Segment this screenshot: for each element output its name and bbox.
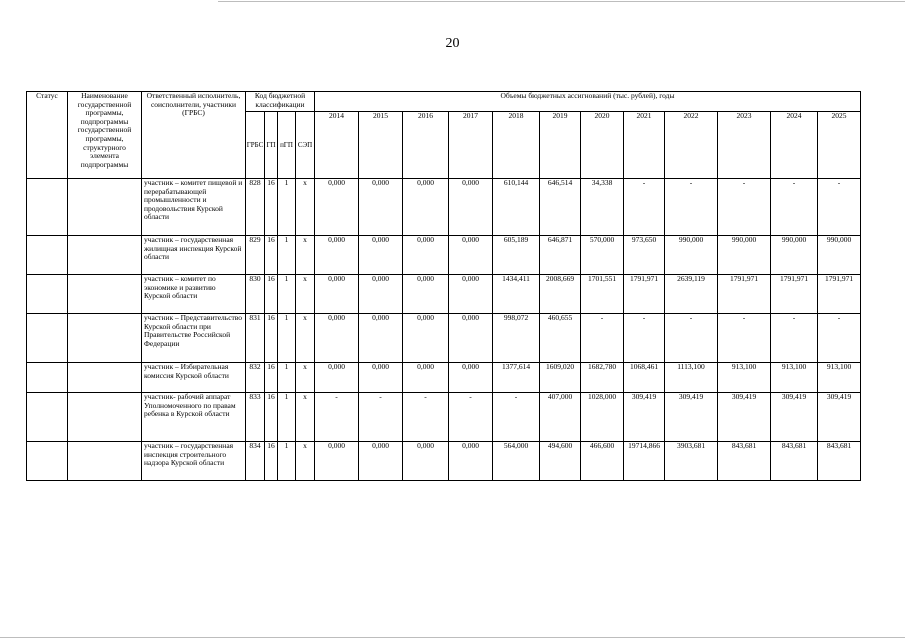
value-cell: 19714,866 <box>624 442 665 481</box>
participant-cell: участник- рабочий аппарат Уполномоченного по правам ребенка в Курской области <box>142 393 246 442</box>
header-year: 2020 <box>581 112 624 179</box>
status-cell <box>27 442 68 481</box>
status-cell <box>27 314 68 363</box>
header-code-pgp: пГП <box>278 112 296 179</box>
value-cell: - <box>624 179 665 236</box>
value-cell: 1682,780 <box>581 363 624 393</box>
code-grbs-cell: 832 <box>246 363 265 393</box>
value-cell: 0,000 <box>359 363 403 393</box>
status-cell <box>27 179 68 236</box>
value-cell: 0,000 <box>403 314 449 363</box>
table-row <box>27 275 861 314</box>
value-cell: - <box>449 393 493 442</box>
header-code-sep: СЭП <box>296 112 315 179</box>
value-cell: 466,600 <box>581 442 624 481</box>
value-cell: 0,000 <box>449 236 493 275</box>
value-cell: 843,681 <box>771 442 818 481</box>
value-cell: 843,681 <box>718 442 771 481</box>
value-cell: 1609,020 <box>540 363 581 393</box>
code-gp-cell: 16 <box>265 179 278 236</box>
code-sep-cell: х <box>296 275 315 314</box>
value-cell: 0,000 <box>315 363 359 393</box>
program-name-cell <box>68 275 142 314</box>
value-cell: 0,000 <box>449 442 493 481</box>
code-sep-cell: х <box>296 442 315 481</box>
header-year: 2018 <box>493 112 540 179</box>
participant-cell: участник – государственная инспекция строительного надзора Курской области <box>142 442 246 481</box>
value-cell: - <box>718 314 771 363</box>
value-cell: 610,144 <box>493 179 540 236</box>
value-cell: 3903,681 <box>665 442 718 481</box>
value-cell: 0,000 <box>403 236 449 275</box>
value-cell: 990,000 <box>718 236 771 275</box>
header-program-name: Наименование государственной программы, подпрограммы государственной программы, структурного элемента подпрограммы <box>68 92 142 179</box>
table-row <box>27 442 861 481</box>
status-cell <box>27 275 68 314</box>
value-cell: 0,000 <box>403 363 449 393</box>
value-cell: 1434,411 <box>493 275 540 314</box>
participant-cell: участник – Представительство Курской области при Правительстве Российской Федерации <box>142 314 246 363</box>
participant-cell: участник – комитет по экономике и развитию Курской области <box>142 275 246 314</box>
code-sep-cell: х <box>296 236 315 275</box>
code-pgp-cell: 1 <box>278 314 296 363</box>
value-cell: 2639,119 <box>665 275 718 314</box>
code-gp-cell: 16 <box>265 363 278 393</box>
top-border-line <box>218 1 905 2</box>
value-cell: 0,000 <box>315 275 359 314</box>
value-cell: - <box>624 314 665 363</box>
value-cell: 990,000 <box>665 236 718 275</box>
participant-cell: участник – комитет пищевой и перерабатывающей промышленности и продовольствия Курской области <box>142 179 246 236</box>
value-cell: 0,000 <box>315 442 359 481</box>
value-cell: 1377,614 <box>493 363 540 393</box>
table-row <box>27 363 861 393</box>
header-responsible: Ответственный исполнитель, соисполнители, участники (ГРБС) <box>142 92 246 179</box>
status-cell <box>27 236 68 275</box>
value-cell: 309,419 <box>771 393 818 442</box>
value-cell: 990,000 <box>818 236 861 275</box>
value-cell: - <box>771 314 818 363</box>
value-cell: 0,000 <box>403 179 449 236</box>
value-cell: - <box>818 314 861 363</box>
value-cell: 0,000 <box>359 275 403 314</box>
code-gp-cell: 16 <box>265 314 278 363</box>
header-year: 2017 <box>449 112 493 179</box>
code-pgp-cell: 1 <box>278 236 296 275</box>
bottom-border-line <box>0 637 905 638</box>
header-year: 2014 <box>315 112 359 179</box>
participant-cell: участник – Избирательная комиссия Курской области <box>142 363 246 393</box>
value-cell: 843,681 <box>818 442 861 481</box>
page-number: 20 <box>445 36 460 51</box>
program-name-cell <box>68 179 142 236</box>
code-sep-cell: х <box>296 393 315 442</box>
code-gp-cell: 16 <box>265 236 278 275</box>
header-year: 2022 <box>665 112 718 179</box>
value-cell: 998,072 <box>493 314 540 363</box>
value-cell: 0,000 <box>315 314 359 363</box>
value-cell: 564,000 <box>493 442 540 481</box>
value-cell: - <box>718 179 771 236</box>
value-cell: 0,000 <box>359 236 403 275</box>
code-pgp-cell: 1 <box>278 275 296 314</box>
value-cell: 0,000 <box>315 236 359 275</box>
table-row <box>27 393 861 442</box>
value-cell: 460,655 <box>540 314 581 363</box>
budget-table <box>26 91 861 481</box>
code-grbs-cell: 833 <box>246 393 265 442</box>
value-cell: 2008,669 <box>540 275 581 314</box>
value-cell: 1701,551 <box>581 275 624 314</box>
code-sep-cell: х <box>296 363 315 393</box>
value-cell: - <box>581 314 624 363</box>
value-cell: 913,100 <box>718 363 771 393</box>
value-cell: 990,000 <box>771 236 818 275</box>
value-cell: 0,000 <box>449 363 493 393</box>
table-row <box>27 179 861 236</box>
value-cell: 309,419 <box>718 393 771 442</box>
value-cell: 1791,971 <box>771 275 818 314</box>
program-name-cell <box>68 393 142 442</box>
value-cell: 570,000 <box>581 236 624 275</box>
code-grbs-cell: 834 <box>246 442 265 481</box>
value-cell: 973,650 <box>624 236 665 275</box>
value-cell: 913,100 <box>818 363 861 393</box>
value-cell: 309,419 <box>665 393 718 442</box>
value-cell: 1113,100 <box>665 363 718 393</box>
code-gp-cell: 16 <box>265 275 278 314</box>
code-pgp-cell: 1 <box>278 363 296 393</box>
value-cell: 0,000 <box>449 314 493 363</box>
value-cell: 0,000 <box>359 179 403 236</box>
header-code-gp: ГП <box>265 112 278 179</box>
value-cell: 34,338 <box>581 179 624 236</box>
code-grbs-cell: 831 <box>246 314 265 363</box>
value-cell: - <box>359 393 403 442</box>
value-cell: 407,000 <box>540 393 581 442</box>
value-cell: 1028,000 <box>581 393 624 442</box>
value-cell: 0,000 <box>403 275 449 314</box>
code-grbs-cell: 828 <box>246 179 265 236</box>
header-status: Статус <box>27 92 68 179</box>
program-name-cell <box>68 363 142 393</box>
value-cell: - <box>818 179 861 236</box>
header-year: 2019 <box>540 112 581 179</box>
program-name-cell <box>68 314 142 363</box>
header-year: 2023 <box>718 112 771 179</box>
header-year: 2024 <box>771 112 818 179</box>
header-year: 2015 <box>359 112 403 179</box>
value-cell: 1791,971 <box>818 275 861 314</box>
status-cell <box>27 363 68 393</box>
value-cell: 1791,971 <box>718 275 771 314</box>
code-pgp-cell: 1 <box>278 393 296 442</box>
value-cell: 913,100 <box>771 363 818 393</box>
code-sep-cell: х <box>296 179 315 236</box>
header-budget-code: Код бюджетной классификации <box>246 92 315 112</box>
value-cell: - <box>665 179 718 236</box>
value-cell: - <box>315 393 359 442</box>
code-gp-cell: 16 <box>265 393 278 442</box>
value-cell: - <box>493 393 540 442</box>
value-cell: 1791,971 <box>624 275 665 314</box>
value-cell: 0,000 <box>449 179 493 236</box>
code-pgp-cell: 1 <box>278 442 296 481</box>
code-grbs-cell: 829 <box>246 236 265 275</box>
value-cell: 309,419 <box>818 393 861 442</box>
value-cell: 1068,461 <box>624 363 665 393</box>
value-cell: 0,000 <box>359 314 403 363</box>
program-name-cell <box>68 236 142 275</box>
value-cell: 605,189 <box>493 236 540 275</box>
value-cell: 646,514 <box>540 179 581 236</box>
table-row <box>27 236 861 275</box>
value-cell: 0,000 <box>359 442 403 481</box>
status-cell <box>27 393 68 442</box>
header-year: 2016 <box>403 112 449 179</box>
value-cell: 0,000 <box>315 179 359 236</box>
header-year: 2021 <box>624 112 665 179</box>
table-row <box>27 314 861 363</box>
program-name-cell <box>68 442 142 481</box>
participant-cell: участник – государственная жилищная инспекция Курской области <box>142 236 246 275</box>
code-pgp-cell: 1 <box>278 179 296 236</box>
value-cell: 0,000 <box>449 275 493 314</box>
code-gp-cell: 16 <box>265 442 278 481</box>
value-cell: - <box>665 314 718 363</box>
value-cell: 309,419 <box>624 393 665 442</box>
value-cell: 494,600 <box>540 442 581 481</box>
value-cell: 646,871 <box>540 236 581 275</box>
header-volumes: Объемы бюджетных ассигнований (тыс. рублей), годы <box>315 92 861 112</box>
code-grbs-cell: 830 <box>246 275 265 314</box>
header-code-grbs: ГРБС <box>246 112 265 179</box>
value-cell: - <box>771 179 818 236</box>
header-year: 2025 <box>818 112 861 179</box>
code-sep-cell: х <box>296 314 315 363</box>
value-cell: - <box>403 393 449 442</box>
value-cell: 0,000 <box>403 442 449 481</box>
